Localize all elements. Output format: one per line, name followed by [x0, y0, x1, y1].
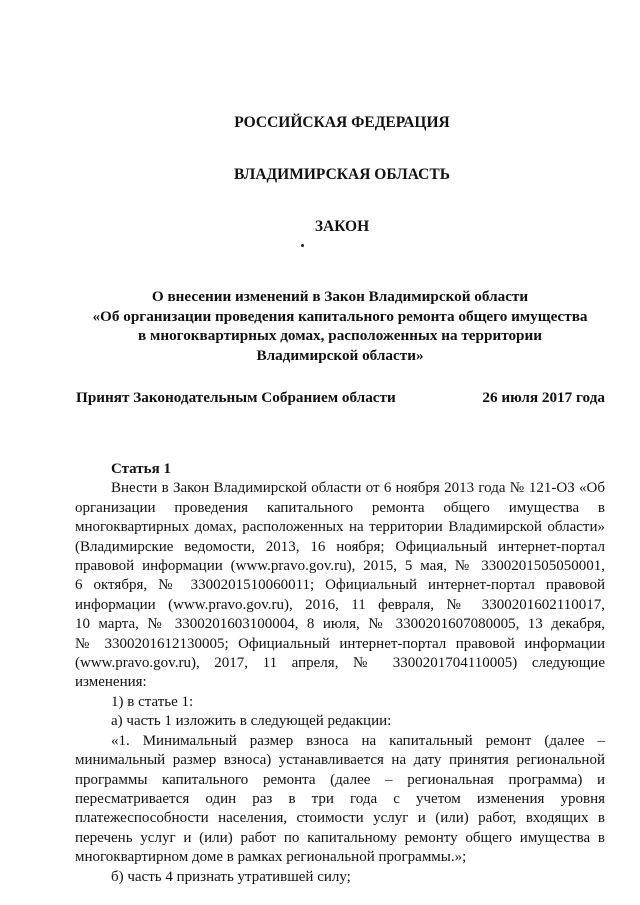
text-line: программы капитального ремонта (далее – региональная программа) и — [75, 771, 605, 788]
text-line: изменения: — [75, 674, 147, 691]
text-line: минимальный размер взноса) устанавливается на дату принятия региональной — [75, 752, 605, 769]
law-heading: ЗАКОН — [314, 218, 370, 235]
text-line: перечень услуг и (или) работ по капитальному ремонту общего имущества в — [75, 829, 605, 846]
text-line: а) часть 1 изложить в следующей редакции: — [111, 713, 392, 730]
text-line: информации (www.pravo.gov.ru), 2016, 11 февраля, № 3300201602110017, — [75, 596, 605, 613]
text-line: (Владимирские ведомости, 2013, 16 ноября; Официальный интернет-портал — [75, 538, 605, 555]
text-line: 10 марта, № 3300201603100004, 8 июля, № 3300201607080005, 13 декабря, — [75, 616, 605, 633]
text-line: многоквартирном доме в рамках региональной программы.»; — [75, 849, 467, 866]
text-line: правовой информации (www.pravo.gov.ru), 2015, 5 мая, № 3300201505050001, — [75, 558, 605, 575]
article-body — [75, 460, 605, 887]
law-title-line: Владимирской области» — [256, 346, 424, 364]
law-title-line: О внесении изменений в Закон Владимирской области — [151, 288, 529, 305]
law-title-line: «Об организации проведения капитального ремонта общего имущества — [92, 307, 588, 325]
text-line: организации проведения капитального ремонта общего имущества в — [75, 499, 605, 516]
text-line: пересматривается один раз в три года с учетом изменения уровня — [75, 790, 605, 807]
text-line: многоквартирных домах, расположенных на территории Владимирской области» — [75, 519, 605, 536]
text-line: Внести в Закон Владимирской области от 6 ноября 2013 года № 121-ОЗ «Об — [111, 480, 605, 497]
text-line: б) часть 4 признать утратившей силу; — [111, 868, 351, 885]
text-line: (www.pravo.gov.ru), 2017, 11 апреля, № 3300201704110005) следующие — [75, 655, 605, 672]
article-title: Статья 1 — [111, 461, 171, 477]
text-line: № 3300201612130005; Официальный интернет-портал правовой информации — [75, 635, 605, 652]
law-title — [60, 287, 620, 365]
country-heading: РОССИЙСКАЯ ФЕДЕРАЦИЯ — [234, 114, 450, 131]
text-line: 1) в статье 1: — [111, 693, 194, 710]
law-title-line: в многоквартирных домах, расположенных на территории — [137, 327, 542, 344]
adoption-date: 26 июля 2017 года — [482, 389, 605, 406]
scan-speck — [301, 244, 304, 247]
adopted-by: Принят Законодательным Собранием области — [76, 389, 396, 406]
text-line: платежеспособности населения, стоимости услуг и (или) работ, входящих в — [75, 810, 605, 827]
text-line: 6 октября, № 3300201510060011; Официальный интернет-портал правовой — [75, 577, 605, 594]
text-line: «1. Минимальный размер взноса на капитальный ремонт (далее – — [111, 732, 605, 749]
region-heading: ВЛАДИМИРСКАЯ ОБЛАСТЬ — [234, 166, 450, 183]
